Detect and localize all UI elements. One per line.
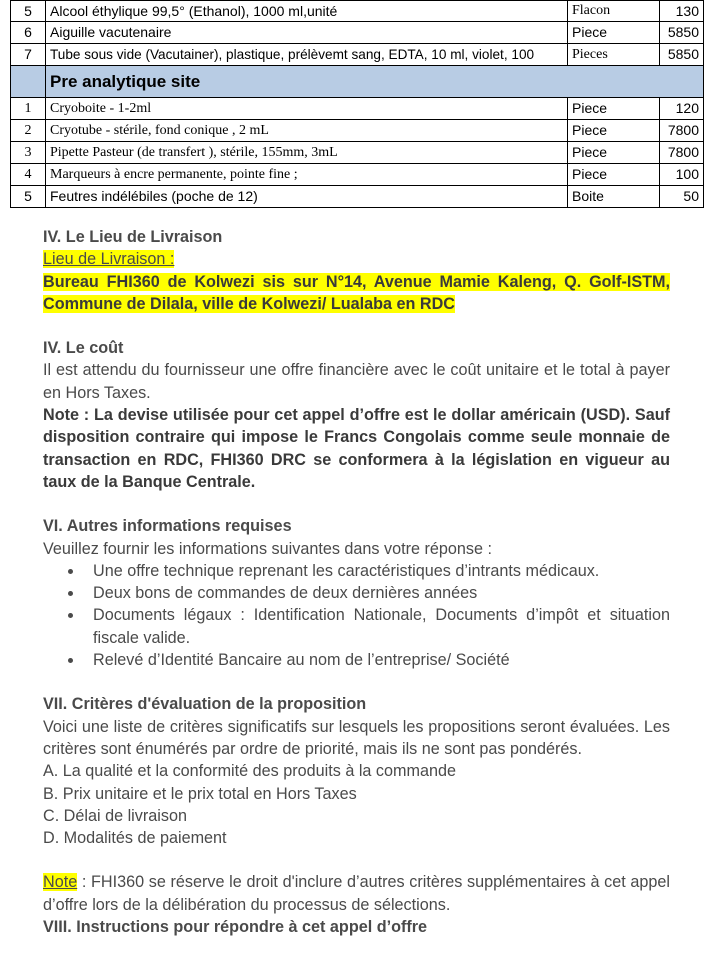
row-quantity: 7800 [660, 120, 704, 142]
row-quantity: 7800 [660, 142, 704, 164]
heading-instructions: VIII. Instructions pour répondre à cet appel d’offre [43, 918, 428, 937]
document-body [43, 226, 670, 938]
row-number: 5 [11, 186, 46, 208]
list-item-text: Une offre technique reprenant les caractéristiques d’intrants médicaux. [93, 561, 600, 580]
table-row [11, 22, 704, 44]
criteria-item: A. La qualité et la conformité des produits à la commande [43, 762, 457, 781]
table-row [11, 1, 704, 22]
row-description: Cryoboite - 1-2ml [46, 98, 568, 120]
cout-note: Note : La devise utilisée pour cet appel d’offre est le dollar américain (USD). Sauf disposition contraire qui impose le Francs Congolais comme seule monnaie de transaction en RDC, FHI360 DRC se conformera à la législation en vigueur au taux de la Banque Centrale. [43, 406, 670, 491]
list-item-text: Documents légaux : Identification Nationale, Documents d’impôt et situation fiscale valide. [93, 606, 670, 647]
table-row [11, 142, 704, 164]
row-description: Feutres indélébiles (poche de 12) [46, 186, 568, 208]
table-row [11, 44, 704, 66]
final-note-text: : FHI360 se réserve le droit d'inclure d’autres critères supplémentaires à cet appel d’offre lors de la délibération du processus de sélections. [43, 873, 670, 914]
criteria-item: C. Délai de livraison [43, 806, 187, 825]
row-unit: Pieces [568, 44, 660, 66]
infos-list [43, 560, 670, 671]
bullet-icon [68, 569, 73, 574]
bullet-icon [68, 591, 73, 596]
row-quantity: 120 [660, 98, 704, 120]
row-unit: Flacon [568, 1, 660, 22]
row-quantity: 5850 [660, 44, 704, 66]
final-note [43, 871, 670, 916]
criteres-intro: Voici une liste de critères significatifs sur lesquels les propositions seront évaluées. Les critères sont énumérés par ordre de priorité, mais ils ne sont pas pondérés. [43, 717, 670, 758]
list-item [43, 649, 670, 671]
row-quantity: 50 [660, 186, 704, 208]
list-item [43, 560, 670, 582]
list-item-text: Deux bons de commandes de deux dernières années [93, 584, 478, 603]
row-number: 5 [11, 1, 46, 22]
final-note-label: Note [43, 873, 78, 892]
row-description: Marqueurs à encre permanente, pointe fine ; [46, 164, 568, 186]
list-item [43, 604, 670, 649]
table-row [11, 98, 704, 120]
list-item [43, 582, 670, 604]
section-spacer [11, 66, 46, 98]
lieu-label-text: Lieu de Livraison : [43, 250, 175, 269]
heading-criteres: VII. Critères d'évaluation de la proposition [43, 695, 367, 714]
heading-autres-infos: VI. Autres informations requises [43, 517, 292, 536]
row-number: 1 [11, 98, 46, 120]
row-unit: Piece [568, 98, 660, 120]
row-number: 2 [11, 120, 46, 142]
row-quantity: 100 [660, 164, 704, 186]
table-section-row [11, 66, 704, 98]
row-unit: Piece [568, 142, 660, 164]
infos-intro: Veuillez fournir les informations suivantes dans votre réponse : [43, 539, 492, 558]
row-quantity: 5850 [660, 22, 704, 44]
lieu-address [43, 271, 670, 316]
section-title: Pre analytique site [46, 66, 704, 98]
heading-cout: IV. Le coût [43, 339, 124, 358]
cout-paragraph: Il est attendu du fournisseur une offre financière avec le coût unitaire et le total à payer en Hors Taxes. [43, 361, 670, 402]
row-unit: Piece [568, 22, 660, 44]
items-table [10, 0, 704, 208]
lieu-address-text: Bureau FHI360 de Kolwezi sis sur N°14, Avenue Mamie Kaleng, Q. Golf-ISTM, Commune de Dilala, ville de Kolwezi/ Lualaba en RDC [43, 272, 670, 313]
row-description: Aiguille vacutenaire [46, 22, 568, 44]
row-unit: Boite [568, 186, 660, 208]
lieu-label [43, 248, 670, 270]
row-description: Tube sous vide (Vacutainer), plastique, prélèvemt sang, EDTA, 10 ml, violet, 100 [46, 44, 568, 66]
criteria-item: D. Modalités de paiement [43, 829, 227, 848]
row-description: Cryotube - stérile, fond conique , 2 mL [46, 120, 568, 142]
bullet-icon [68, 658, 73, 663]
row-number: 4 [11, 164, 46, 186]
row-number: 7 [11, 44, 46, 66]
row-description: Alcool éthylique 99,5° (Ethanol), 1000 ml,unité [46, 1, 568, 22]
table-row [11, 186, 704, 208]
bullet-icon [68, 613, 73, 618]
table-row [11, 164, 704, 186]
criteria-item: B. Prix unitaire et le prix total en Hors Taxes [43, 784, 357, 803]
row-number: 3 [11, 142, 46, 164]
list-item-text: Relevé d’Identité Bancaire au nom de l’entreprise/ Société [93, 651, 510, 670]
row-unit: Piece [568, 120, 660, 142]
row-quantity: 130 [660, 1, 704, 22]
row-description: Pipette Pasteur (de transfert ), stérile, 155mm, 3mL [46, 142, 568, 164]
row-number: 6 [11, 22, 46, 44]
table-row [11, 120, 704, 142]
heading-lieu-livraison: IV. Le Lieu de Livraison [43, 228, 223, 246]
row-unit: Piece [568, 164, 660, 186]
